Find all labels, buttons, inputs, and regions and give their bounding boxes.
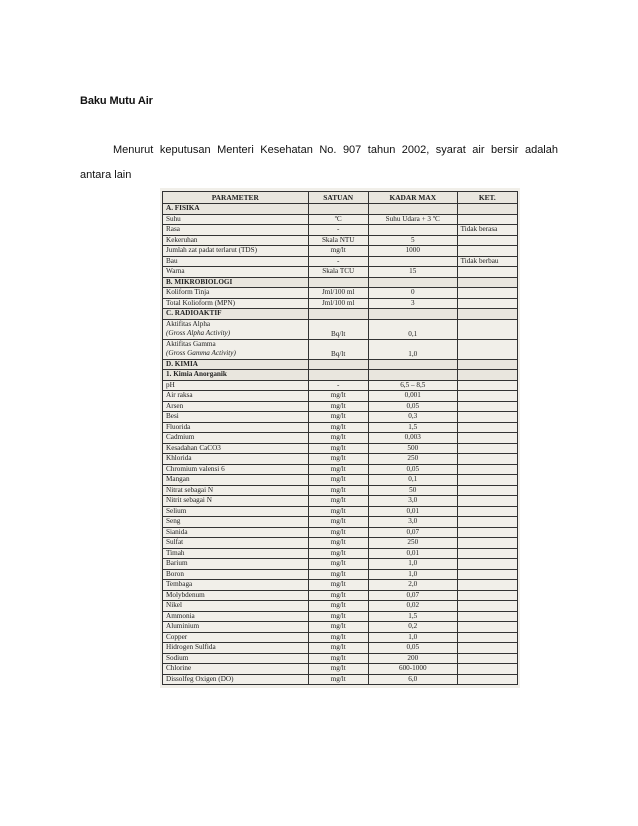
cell-kadar-max: 0,05 xyxy=(368,401,457,412)
cell-satuan: mg/lt xyxy=(308,643,368,654)
parameter-name: Sodium xyxy=(166,653,189,662)
page-heading: Baku Mutu Air xyxy=(80,95,153,107)
cell-kadar-max: 0,1 xyxy=(368,475,457,486)
intro-line-2: antara lain xyxy=(80,169,132,181)
table-row xyxy=(163,548,518,559)
table-row xyxy=(163,622,518,633)
cell-parameter xyxy=(163,214,309,225)
section-label: 1. Kimia Anorganik xyxy=(163,370,309,381)
cell-satuan: Skala NTU xyxy=(308,235,368,246)
section-row xyxy=(163,359,518,370)
table-body xyxy=(163,204,518,685)
cell-kadar-max: 6,0 xyxy=(368,674,457,685)
table-row xyxy=(163,246,518,257)
parameter-name: Aktifitas Gamma xyxy=(166,340,216,348)
cell-parameter xyxy=(163,664,309,675)
cell-parameter xyxy=(163,548,309,559)
parameter-name: Total Kolioform (MPN) xyxy=(166,298,235,307)
section-empty-cell xyxy=(308,309,368,320)
cell-kadar-max: 250 xyxy=(368,538,457,549)
cell-ket xyxy=(457,632,517,643)
cell-kadar-max xyxy=(368,256,457,267)
cell-ket xyxy=(457,569,517,580)
cell-satuan: mg/lt xyxy=(308,632,368,643)
parameter-name: Kesadahan CaCO3 xyxy=(166,443,221,452)
cell-satuan: mg/lt xyxy=(308,674,368,685)
cell-parameter xyxy=(163,506,309,517)
cell-ket xyxy=(457,339,517,359)
cell-ket xyxy=(457,653,517,664)
cell-parameter xyxy=(163,538,309,549)
water-quality-table xyxy=(162,191,518,685)
parameter-name: Warna xyxy=(166,267,185,276)
cell-parameter xyxy=(163,601,309,612)
cell-kadar-max: 3 xyxy=(368,298,457,309)
parameter-name: Seng xyxy=(166,517,181,526)
parameter-name: Nitrit sebagai N xyxy=(166,496,212,505)
cell-ket xyxy=(457,235,517,246)
water-quality-table-scan xyxy=(160,188,520,688)
cell-kadar-max: 3,0 xyxy=(368,517,457,528)
cell-satuan: mg/lt xyxy=(308,527,368,538)
cell-parameter xyxy=(163,235,309,246)
cell-ket xyxy=(457,288,517,299)
table-row xyxy=(163,267,518,278)
parameter-name: pH xyxy=(166,380,175,389)
cell-satuan: mg/lt xyxy=(308,548,368,559)
table-row xyxy=(163,580,518,591)
cell-kadar-max: Suhu Udara + 3 ºC xyxy=(368,214,457,225)
cell-kadar-max: 0,2 xyxy=(368,622,457,633)
cell-satuan: mg/lt xyxy=(308,664,368,675)
section-empty-cell xyxy=(457,359,517,370)
section-empty-cell xyxy=(457,309,517,320)
cell-kadar-max: 1,0 xyxy=(368,569,457,580)
cell-ket xyxy=(457,601,517,612)
cell-satuan: mg/lt xyxy=(308,412,368,423)
section-label: D. KIMIA xyxy=(163,359,309,370)
cell-ket xyxy=(457,643,517,654)
parameter-name: Aktifitas Alpha xyxy=(166,320,211,328)
cell-ket xyxy=(457,538,517,549)
table-row xyxy=(163,235,518,246)
cell-satuan: mg/lt xyxy=(308,454,368,465)
cell-ket xyxy=(457,267,517,278)
cell-ket xyxy=(457,319,517,339)
table-row xyxy=(163,496,518,507)
cell-ket: Tidak berbau xyxy=(457,256,517,267)
parameter-name: Molybdenum xyxy=(166,590,205,599)
cell-parameter xyxy=(163,464,309,475)
parameter-name: Chromium valensi 6 xyxy=(166,464,225,473)
table-row xyxy=(163,538,518,549)
table-row xyxy=(163,475,518,486)
cell-kadar-max: 0,01 xyxy=(368,506,457,517)
table-row xyxy=(163,506,518,517)
cell-kadar-max: 1,5 xyxy=(368,611,457,622)
cell-ket xyxy=(457,380,517,391)
cell-kadar-max: 1000 xyxy=(368,246,457,257)
parameter-name: Suhu xyxy=(166,214,181,223)
section-empty-cell xyxy=(308,277,368,288)
parameter-name: Fluorida xyxy=(166,422,191,431)
cell-parameter xyxy=(163,422,309,433)
table-header-row xyxy=(163,192,518,204)
cell-satuan: mg/lt xyxy=(308,485,368,496)
section-empty-cell xyxy=(457,370,517,381)
cell-ket xyxy=(457,527,517,538)
cell-kadar-max: 1,0 xyxy=(368,339,457,359)
cell-ket xyxy=(457,475,517,486)
cell-satuan: Jml/100 ml xyxy=(308,288,368,299)
cell-ket xyxy=(457,496,517,507)
cell-parameter xyxy=(163,246,309,257)
cell-parameter xyxy=(163,298,309,309)
section-row xyxy=(163,204,518,215)
header-satuan: SATUAN xyxy=(308,192,368,204)
section-empty-cell xyxy=(308,370,368,381)
parameter-name: Koliform Tinja xyxy=(166,288,210,297)
parameter-name: Besi xyxy=(166,412,179,421)
section-label: C. RADIOAKTIF xyxy=(163,309,309,320)
cell-satuan: mg/lt xyxy=(308,622,368,633)
parameter-name: Rasa xyxy=(166,225,180,234)
cell-kadar-max: 0,01 xyxy=(368,548,457,559)
section-empty-cell xyxy=(368,277,457,288)
cell-kadar-max: 0,07 xyxy=(368,527,457,538)
cell-kadar-max: 0,02 xyxy=(368,601,457,612)
cell-parameter xyxy=(163,517,309,528)
section-empty-cell xyxy=(308,359,368,370)
table-row xyxy=(163,214,518,225)
cell-kadar-max: 200 xyxy=(368,653,457,664)
cell-ket xyxy=(457,391,517,402)
section-label: A. FISIKA xyxy=(163,204,309,215)
cell-parameter xyxy=(163,611,309,622)
cell-satuan: mg/lt xyxy=(308,611,368,622)
table-row xyxy=(163,517,518,528)
cell-kadar-max: 1,0 xyxy=(368,559,457,570)
parameter-name: Sianida xyxy=(166,527,188,536)
section-empty-cell xyxy=(368,359,457,370)
cell-kadar-max: 0,003 xyxy=(368,433,457,444)
table-row xyxy=(163,643,518,654)
section-row xyxy=(163,277,518,288)
parameter-name: Boron xyxy=(166,569,184,578)
cell-kadar-max: 600-1000 xyxy=(368,664,457,675)
cell-parameter xyxy=(163,401,309,412)
parameter-name: Cadmium xyxy=(166,433,195,442)
cell-ket xyxy=(457,443,517,454)
cell-parameter xyxy=(163,674,309,685)
cell-satuan: Bq/lt xyxy=(308,339,368,359)
cell-ket xyxy=(457,590,517,601)
section-empty-cell xyxy=(457,277,517,288)
parameter-name: Khlorida xyxy=(166,454,192,463)
cell-kadar-max: 5 xyxy=(368,235,457,246)
parameter-name: Aluminium xyxy=(166,622,200,631)
cell-parameter xyxy=(163,653,309,664)
table-row xyxy=(163,433,518,444)
parameter-name: Nikel xyxy=(166,601,182,610)
cell-kadar-max: 0,3 xyxy=(368,412,457,423)
parameter-name: Dissolfeg Oxigen (DO) xyxy=(166,674,234,683)
cell-ket xyxy=(457,246,517,257)
cell-kadar-max: 500 xyxy=(368,443,457,454)
table-row xyxy=(163,454,518,465)
cell-ket xyxy=(457,412,517,423)
table-row xyxy=(163,412,518,423)
cell-parameter xyxy=(163,380,309,391)
parameter-name: Jumlah zat padat terlarut (TDS) xyxy=(166,246,258,255)
table-row xyxy=(163,674,518,685)
cell-satuan: mg/lt xyxy=(308,246,368,257)
parameter-name: Copper xyxy=(166,632,188,641)
section-empty-cell xyxy=(368,204,457,215)
table-row xyxy=(163,485,518,496)
table-row xyxy=(163,653,518,664)
cell-kadar-max: 250 xyxy=(368,454,457,465)
table-row xyxy=(163,256,518,267)
cell-ket xyxy=(457,464,517,475)
table-row xyxy=(163,380,518,391)
parameter-name: Arsen xyxy=(166,401,184,410)
cell-kadar-max: 0,1 xyxy=(368,319,457,339)
cell-parameter xyxy=(163,267,309,278)
table-row xyxy=(163,601,518,612)
parameter-name: Air raksa xyxy=(166,391,193,400)
table-row xyxy=(163,559,518,570)
header-ket: KET. xyxy=(457,192,517,204)
cell-ket xyxy=(457,548,517,559)
cell-ket xyxy=(457,611,517,622)
parameter-name: Ammonia xyxy=(166,611,195,620)
cell-satuan: - xyxy=(308,256,368,267)
cell-parameter xyxy=(163,288,309,299)
intro-paragraph xyxy=(80,138,558,188)
cell-kadar-max: 3,0 xyxy=(368,496,457,507)
header-parameter: PARAMETER xyxy=(163,192,309,204)
section-empty-cell xyxy=(308,204,368,215)
cell-kadar-max: 0,05 xyxy=(368,643,457,654)
cell-satuan: ºC xyxy=(308,214,368,225)
cell-ket xyxy=(457,401,517,412)
table-row xyxy=(163,569,518,580)
cell-satuan: mg/lt xyxy=(308,464,368,475)
cell-satuan: mg/lt xyxy=(308,580,368,591)
cell-satuan: mg/lt xyxy=(308,433,368,444)
cell-satuan: mg/lt xyxy=(308,538,368,549)
parameter-name: Sulfat xyxy=(166,538,184,547)
table-row xyxy=(163,401,518,412)
parameter-name: Tembaga xyxy=(166,580,193,589)
cell-parameter xyxy=(163,443,309,454)
cell-parameter xyxy=(163,339,309,359)
cell-satuan: mg/lt xyxy=(308,653,368,664)
cell-kadar-max: 1,5 xyxy=(368,422,457,433)
cell-parameter xyxy=(163,485,309,496)
cell-kadar-max: 1,0 xyxy=(368,632,457,643)
cell-ket xyxy=(457,622,517,633)
parameter-subtitle: (Gross Gamma Activity) xyxy=(166,349,236,357)
cell-satuan: mg/lt xyxy=(308,496,368,507)
cell-parameter xyxy=(163,319,309,339)
table-row xyxy=(163,298,518,309)
table-row xyxy=(163,339,518,359)
table-row xyxy=(163,664,518,675)
cell-kadar-max: 0 xyxy=(368,288,457,299)
cell-satuan: Skala TCU xyxy=(308,267,368,278)
cell-satuan: - xyxy=(308,225,368,236)
table-row xyxy=(163,611,518,622)
cell-satuan: mg/lt xyxy=(308,559,368,570)
parameter-name: Chlorine xyxy=(166,664,192,673)
cell-ket xyxy=(457,580,517,591)
table-row xyxy=(163,422,518,433)
section-label: B. MIKROBIOLOGI xyxy=(163,277,309,288)
parameter-name: Timah xyxy=(166,548,185,557)
table-row xyxy=(163,443,518,454)
section-row xyxy=(163,309,518,320)
cell-kadar-max: 2,0 xyxy=(368,580,457,591)
cell-parameter xyxy=(163,412,309,423)
cell-satuan: mg/lt xyxy=(308,601,368,612)
cell-satuan: mg/lt xyxy=(308,475,368,486)
parameter-name: Bau xyxy=(166,256,178,265)
parameter-name: Mangan xyxy=(166,475,190,484)
cell-satuan: mg/lt xyxy=(308,391,368,402)
cell-kadar-max: 0,001 xyxy=(368,391,457,402)
cell-parameter xyxy=(163,391,309,402)
cell-kadar-max: 50 xyxy=(368,485,457,496)
section-row xyxy=(163,370,518,381)
parameter-subtitle: (Gross Alpha Activity) xyxy=(166,329,231,337)
cell-parameter xyxy=(163,454,309,465)
cell-ket xyxy=(457,433,517,444)
cell-satuan: mg/lt xyxy=(308,506,368,517)
cell-kadar-max xyxy=(368,225,457,236)
cell-satuan: Bq/lt xyxy=(308,319,368,339)
cell-satuan: mg/lt xyxy=(308,590,368,601)
parameter-name: Barium xyxy=(166,559,188,568)
cell-parameter xyxy=(163,580,309,591)
cell-ket xyxy=(457,517,517,528)
cell-satuan: Jml/100 ml xyxy=(308,298,368,309)
parameter-name: Nitrat sebagai N xyxy=(166,485,214,494)
table-row xyxy=(163,632,518,643)
table-row xyxy=(163,464,518,475)
cell-kadar-max: 15 xyxy=(368,267,457,278)
cell-parameter xyxy=(163,225,309,236)
cell-ket xyxy=(457,422,517,433)
parameter-name: Kekeruhan xyxy=(166,235,198,244)
cell-parameter xyxy=(163,622,309,633)
intro-line-1: Menurut keputusan Menteri Kesehatan No. 907 tahun 2002, syarat air bersir adalah xyxy=(113,144,558,156)
table-row xyxy=(163,590,518,601)
table-row xyxy=(163,288,518,299)
cell-parameter xyxy=(163,475,309,486)
cell-ket xyxy=(457,506,517,517)
cell-parameter xyxy=(163,433,309,444)
table-row xyxy=(163,225,518,236)
section-empty-cell xyxy=(368,370,457,381)
cell-parameter xyxy=(163,643,309,654)
section-empty-cell xyxy=(368,309,457,320)
cell-parameter xyxy=(163,496,309,507)
parameter-name: Hidrogen Sulfida xyxy=(166,643,216,652)
cell-ket: Tidak berasa xyxy=(457,225,517,236)
cell-ket xyxy=(457,298,517,309)
cell-ket xyxy=(457,674,517,685)
cell-parameter xyxy=(163,256,309,267)
cell-parameter xyxy=(163,632,309,643)
cell-satuan: mg/lt xyxy=(308,422,368,433)
section-empty-cell xyxy=(457,204,517,215)
cell-ket xyxy=(457,664,517,675)
cell-kadar-max: 6,5 – 8,5 xyxy=(368,380,457,391)
cell-parameter xyxy=(163,559,309,570)
cell-parameter xyxy=(163,590,309,601)
cell-ket xyxy=(457,454,517,465)
cell-ket xyxy=(457,214,517,225)
cell-parameter xyxy=(163,569,309,580)
cell-kadar-max: 0,07 xyxy=(368,590,457,601)
cell-kadar-max: 0,05 xyxy=(368,464,457,475)
cell-satuan: mg/lt xyxy=(308,443,368,454)
cell-ket xyxy=(457,559,517,570)
table-row xyxy=(163,319,518,339)
parameter-name: Selium xyxy=(166,506,187,515)
cell-satuan: mg/lt xyxy=(308,401,368,412)
cell-parameter xyxy=(163,527,309,538)
cell-satuan: mg/lt xyxy=(308,517,368,528)
table-row xyxy=(163,391,518,402)
cell-satuan: mg/lt xyxy=(308,569,368,580)
cell-satuan: - xyxy=(308,380,368,391)
table-row xyxy=(163,527,518,538)
cell-ket xyxy=(457,485,517,496)
header-kadar-max: KADAR MAX xyxy=(368,192,457,204)
